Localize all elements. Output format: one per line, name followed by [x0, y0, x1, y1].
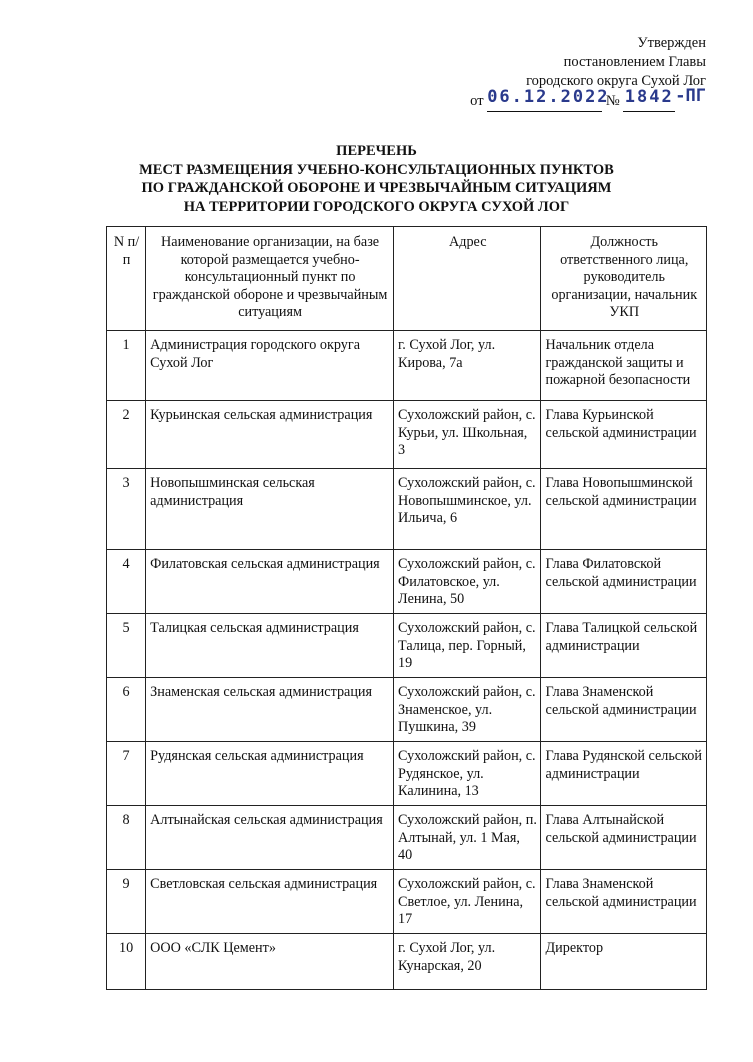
header-name: Наименование организации, на базе которой размещается учебно-консультационный пункт по гражданской обороне и чрезвычайным ситуациям: [146, 227, 394, 331]
table-row: [107, 550, 707, 614]
cell-responsible: Глава Курьинской сельской администрации: [541, 401, 707, 469]
cell-num: 6: [107, 678, 146, 742]
cell-name: Алтынайская сельская администрация: [146, 806, 394, 870]
table-row: [107, 678, 707, 742]
table-row: [107, 401, 707, 469]
cell-num: 2: [107, 401, 146, 469]
cell-address: г. Сухой Лог, ул. Кирова, 7а: [394, 331, 541, 401]
number-fill-line: [623, 87, 675, 112]
document-title: [0, 142, 753, 216]
cell-name: Новопышминская сельская администрация: [146, 469, 394, 550]
handwritten-number: 1842: [624, 87, 674, 107]
cell-name: Светловская сельская администрация: [146, 870, 394, 934]
cell-name: Знаменская сельская администрация: [146, 678, 394, 742]
cell-responsible: Глава Талицкой сельской администрации: [541, 614, 707, 678]
cell-responsible: Глава Новопышминской сельской администрации: [541, 469, 707, 550]
cell-num: 4: [107, 550, 146, 614]
handwritten-number-suffix: -ПГ: [675, 86, 706, 106]
cell-num: 5: [107, 614, 146, 678]
table-row: [107, 331, 707, 401]
cell-responsible: Глава Знаменской сельской администрации: [541, 870, 707, 934]
title-line-4: НА ТЕРРИТОРИИ ГОРОДСКОГО ОКРУГА СУХОЙ ЛОГ: [183, 198, 570, 215]
cell-num: 10: [107, 934, 146, 990]
cell-address: Сухоложский район, с. Знаменское, ул. Пушкина, 39: [394, 678, 541, 742]
header-num: N п/п: [107, 227, 146, 331]
cell-num: 8: [107, 806, 146, 870]
number-prefix: №: [605, 93, 620, 109]
handwritten-date: 06.12.2022: [487, 87, 610, 107]
table-row: [107, 469, 707, 550]
cell-responsible: Глава Знаменской сельской администрации: [541, 678, 707, 742]
cell-address: Сухоложский район, п. Алтынай, ул. 1 Мая, 40: [394, 806, 541, 870]
cell-address: Сухоложский район, с. Талица, пер. Горный, 19: [394, 614, 541, 678]
cell-name: ООО «СЛК Цемент»: [146, 934, 394, 990]
table-row: [107, 614, 707, 678]
cell-name: Талицкая сельская администрация: [146, 614, 394, 678]
cell-responsible: Глава Рудянской сельской администрации: [541, 742, 707, 806]
table-row: [107, 870, 707, 934]
cell-address: Сухоложский район, с. Новопышминское, ул. Ильича, 6: [394, 469, 541, 550]
table-row: [107, 934, 707, 990]
cell-name: Курьинская сельская администрация: [146, 401, 394, 469]
cell-name: Рудянская сельская администрация: [146, 742, 394, 806]
cell-num: 9: [107, 870, 146, 934]
cell-num: 3: [107, 469, 146, 550]
cell-address: Сухоложский район, с. Рудянское, ул. Калинина, 13: [394, 742, 541, 806]
table-row: [107, 742, 707, 806]
title-line-3: ПО ГРАЖДАНСКОЙ ОБОРОНЕ И ЧРЕЗВЫЧАЙНЫМ СИТУАЦИЯМ: [141, 180, 612, 196]
cell-name: Администрация городского округа Сухой Лог: [146, 331, 394, 401]
cell-address: Сухоложский район, с. Светлое, ул. Ленина, 17: [394, 870, 541, 934]
cell-num: 7: [107, 742, 146, 806]
header-address: Адрес: [394, 227, 541, 331]
approval-line-1: Утвержден: [637, 35, 706, 51]
cell-responsible: Начальник отдела гражданской защиты и пожарной безопасности: [541, 331, 707, 401]
title-line-1: ПЕРЕЧЕНЬ: [336, 143, 417, 159]
cell-responsible: Глава Алтынайской сельской администрации: [541, 806, 707, 870]
date-prefix: от: [470, 93, 484, 109]
cell-address: Сухоложский район, с. Филатовское, ул. Ленина, 50: [394, 550, 541, 614]
cell-responsible: Глава Филатовской сельской администрации: [541, 550, 707, 614]
approval-date-row: [470, 86, 706, 112]
approval-line-2: постановлением Главы: [563, 54, 706, 70]
cell-responsible: Директор: [541, 934, 707, 990]
approval-stamp: [470, 34, 706, 112]
cell-address: г. Сухой Лог, ул. Кунарская, 20: [394, 934, 541, 990]
title-line-2: МЕСТ РАЗМЕЩЕНИЯ УЧЕБНО-КОНСУЛЬТАЦИОННЫХ ПУНКТОВ: [139, 161, 614, 178]
places-table: [106, 226, 707, 990]
cell-num: 1: [107, 331, 146, 401]
table-header-row: [107, 227, 707, 331]
approval-line-3: городского округа Сухой Лог: [526, 73, 706, 89]
header-responsible: Должность ответственного лица, руководитель организации, начальник УКП: [541, 227, 707, 331]
cell-name: Филатовская сельская администрация: [146, 550, 394, 614]
table-row: [107, 806, 707, 870]
date-fill-line: [487, 87, 610, 112]
cell-address: Сухоложский район, с. Курьи, ул. Школьная, 3: [394, 401, 541, 469]
